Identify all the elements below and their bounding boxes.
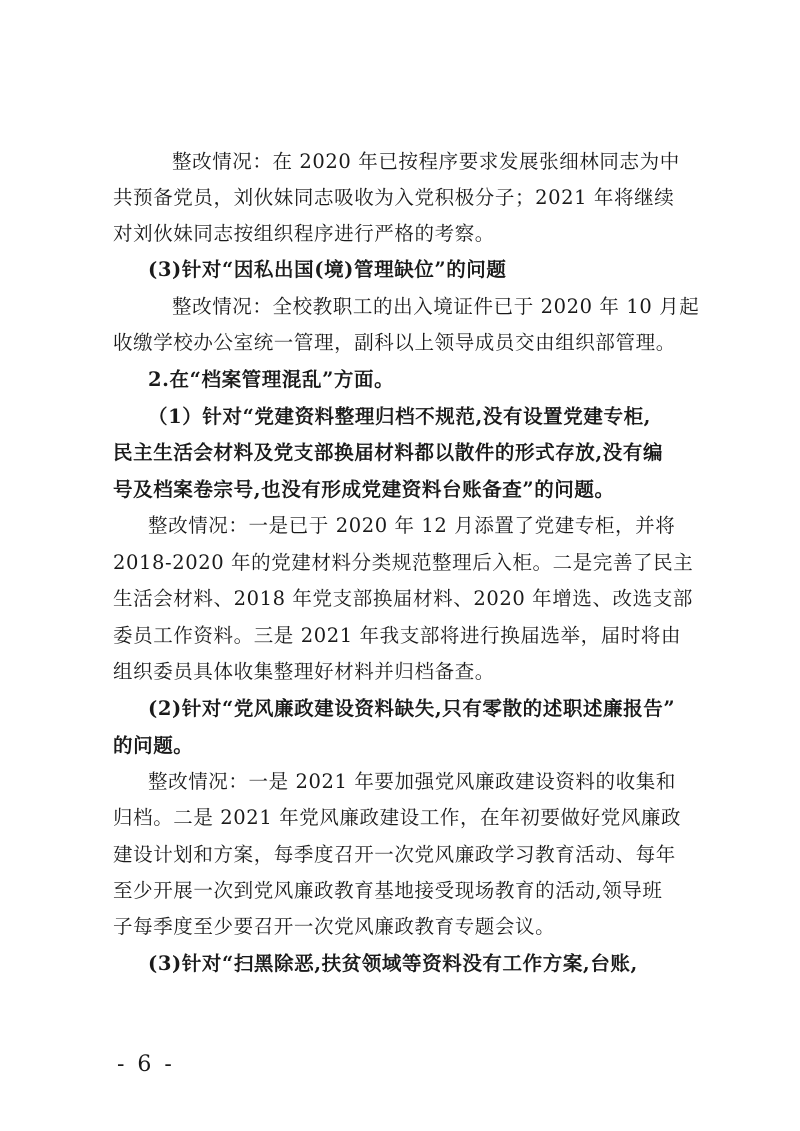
paragraph-line: 整改情况：一是 2021 年要加强党风廉政建设资料的收集和 — [148, 770, 676, 793]
paragraph-line: 整改情况：全校教职工的出入境证件已于 2020 年 10 月起 — [172, 295, 700, 318]
paragraph-line: 收缴学校办公室统一管理，副科以上领导成员交由组织部管理。 — [113, 331, 676, 354]
paragraph-line: 对刘伙妹同志按组织程序进行严格的考察。 — [113, 222, 495, 245]
paragraph-line: 整改情况：在 2020 年已按程序要求发展张细林同志为中 — [172, 150, 680, 173]
paragraph-line: 建设计划和方案，每季度召开一次党风廉政学习教育活动、每年 — [113, 843, 676, 866]
paragraph-line: 整改情况：一是已于 2020 年 12 月添置了党建专柜，并将 — [148, 514, 676, 537]
subheading: (2)针对“党风廉政建设资料缺失,只有零散的述职述廉报告” — [148, 697, 676, 720]
paragraph-line: 委员工作资料。三是 2021 年我支部将进行换届选举，届时将由 — [113, 624, 682, 647]
paragraph-line: 归档。二是 2021 年党风廉政建设工作，在年初要做好党风廉政 — [113, 806, 682, 829]
subheading: (3)针对“因私出国(境)管理缺位”的问题 — [148, 258, 507, 281]
paragraph-line: 生活会材料、2018 年党支部换届材料、2020 年增选、改选支部 — [113, 587, 693, 610]
page-number: - 6 - — [117, 1052, 175, 1077]
subheading: 民主生活会材料及党支部换届材料都以散件的形式存放,没有编 — [113, 441, 664, 464]
subheading: （1）针对“党建资料整理归档不规范,没有设置党建专柜, — [148, 405, 652, 428]
paragraph-line: 子每季度至少要召开一次党风廉政教育专题会议。 — [113, 915, 556, 938]
paragraph-line: 组织委员具体收集整理好材料并归档备查。 — [113, 660, 495, 683]
paragraph-line: 至少开展一次到党风廉政教育基地接受现场教育的活动,领导班 — [113, 879, 663, 902]
subheading: 的问题。 — [113, 734, 194, 757]
paragraph-line: 共预备党员，刘伙妹同志吸收为入党积极分子；2021 年将继续 — [113, 186, 675, 209]
subheading: (3)针对“扫黑除恶,扶贫领域等资料没有工作方案,台账, — [148, 952, 638, 975]
section-heading: 2.在“档案管理混乱”方面。 — [148, 368, 395, 391]
paragraph-line: 2018-2020 年的党建材料分类规范整理后入柜。二是完善了民主 — [113, 551, 694, 574]
subheading: 号及档案卷宗号,也没有形成党建资料台账备查”的问题。 — [113, 478, 615, 501]
